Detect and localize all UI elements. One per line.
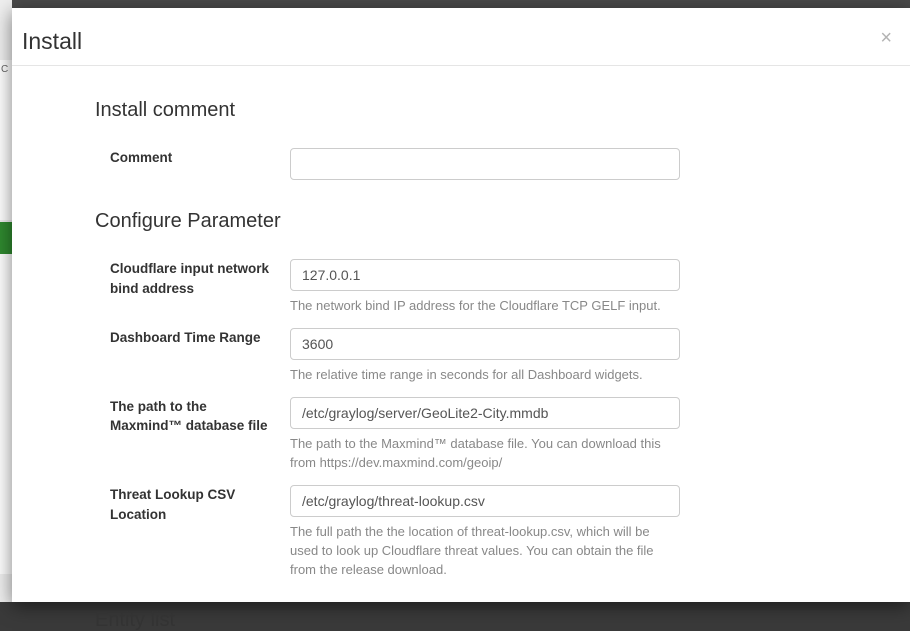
background-status-marker <box>0 222 12 254</box>
dashboard-time-range-input[interactable] <box>290 328 680 360</box>
label-comment: Comment <box>110 150 173 165</box>
form-row-dashboard-time-range <box>95 328 910 385</box>
cloudflare-bind-address-input[interactable] <box>290 259 680 291</box>
threat-lookup-csv-input[interactable] <box>290 485 680 517</box>
form-row-comment <box>95 148 910 180</box>
background-content-block <box>0 254 12 574</box>
maxmind-database-path-input[interactable] <box>290 397 680 429</box>
section-heading-install-comment: Install comment <box>95 99 236 121</box>
label-maxmind-database-path: The path to the Maxmind™ database file <box>110 398 268 434</box>
help-dashboard-time-range: The relative time range in seconds for all Dashboard widgets. <box>290 366 643 382</box>
label-dashboard-time-range: Dashboard Time Range <box>110 329 261 345</box>
modal-header <box>12 8 910 66</box>
help-threat-lookup-csv: The full path the the location of threat-lookup.csv, which will be used to look up Cloudflare threat values. You can obtain the file from the release download. <box>290 524 654 578</box>
help-maxmind-database-path: The path to the Maxmind™ database file. You can download this from https://dev.maxmind.com/geoip/ <box>290 435 661 470</box>
section-heading-entity-list: Entity list <box>95 608 176 631</box>
form-row-threat-lookup-csv <box>95 485 910 580</box>
modal-body <box>12 66 910 631</box>
background-content-block <box>0 60 12 220</box>
background-text: C <box>1 64 9 75</box>
close-icon[interactable]: × <box>880 27 892 49</box>
label-threat-lookup-csv: Threat Lookup CSV Location <box>110 487 236 522</box>
modal-title: Install <box>22 28 83 54</box>
label-cloudflare-bind-address: Cloudflare input network bind address <box>110 261 270 296</box>
help-cloudflare-bind-address: The network bind IP address for the Cloudflare TCP GELF input. <box>290 298 661 313</box>
section-heading-configure-parameter: Configure Parameter <box>95 210 281 232</box>
install-modal <box>12 8 910 631</box>
form-row-cloudflare-bind-address <box>95 259 910 316</box>
form-row-maxmind-database-path <box>95 397 910 473</box>
comment-input[interactable] <box>290 148 680 180</box>
